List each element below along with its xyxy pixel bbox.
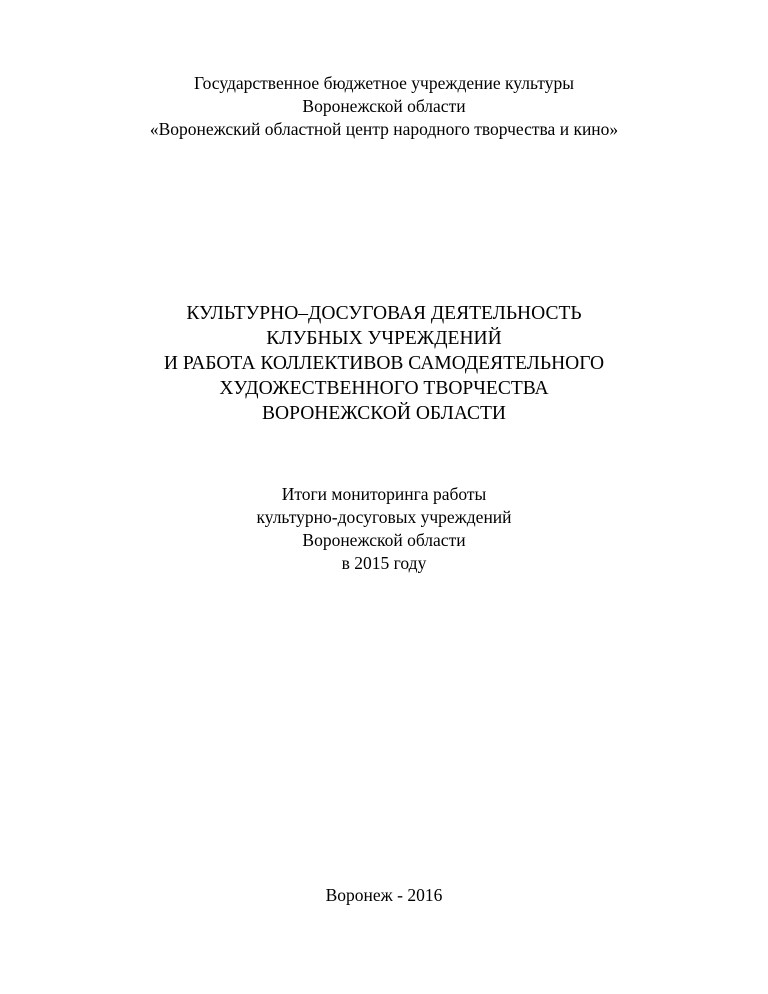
place-and-year — [0, 884, 768, 907]
institution-header — [0, 72, 768, 141]
subtitle-line-4: в 2015 году — [341, 553, 427, 573]
document-subtitle — [0, 483, 768, 575]
title-line-4: ХУДОЖЕСТВЕННОГО ТВОРЧЕСТВА — [219, 378, 549, 399]
document-title — [0, 301, 768, 426]
subtitle-line-1: Итоги мониторинга работы — [281, 484, 487, 504]
institution-line-1: Государственное бюджетное учреждение культуры — [194, 73, 574, 93]
title-line-2: КЛУБНЫХ УЧРЕЖДЕНИЙ — [266, 328, 502, 349]
institution-line-2: Воронежской области — [302, 96, 466, 116]
institution-line-3: «Воронежский областной центр народного творчества и кино» — [149, 119, 619, 139]
subtitle-line-3: Воронежской области — [302, 530, 466, 550]
place-year-text: Воронеж - 2016 — [325, 885, 443, 905]
subtitle-line-2: культурно-досуговых учреждений — [256, 507, 512, 527]
title-line-5: ВОРОНЕЖСКОЙ ОБЛАСТИ — [262, 403, 506, 424]
title-line-3: И РАБОТА КОЛЛЕКТИВОВ САМОДЕЯТЕЛЬНОГО — [163, 353, 605, 374]
title-line-1: КУЛЬТУРНО–ДОСУГОВАЯ ДЕЯТЕЛЬНОСТЬ — [186, 303, 582, 324]
